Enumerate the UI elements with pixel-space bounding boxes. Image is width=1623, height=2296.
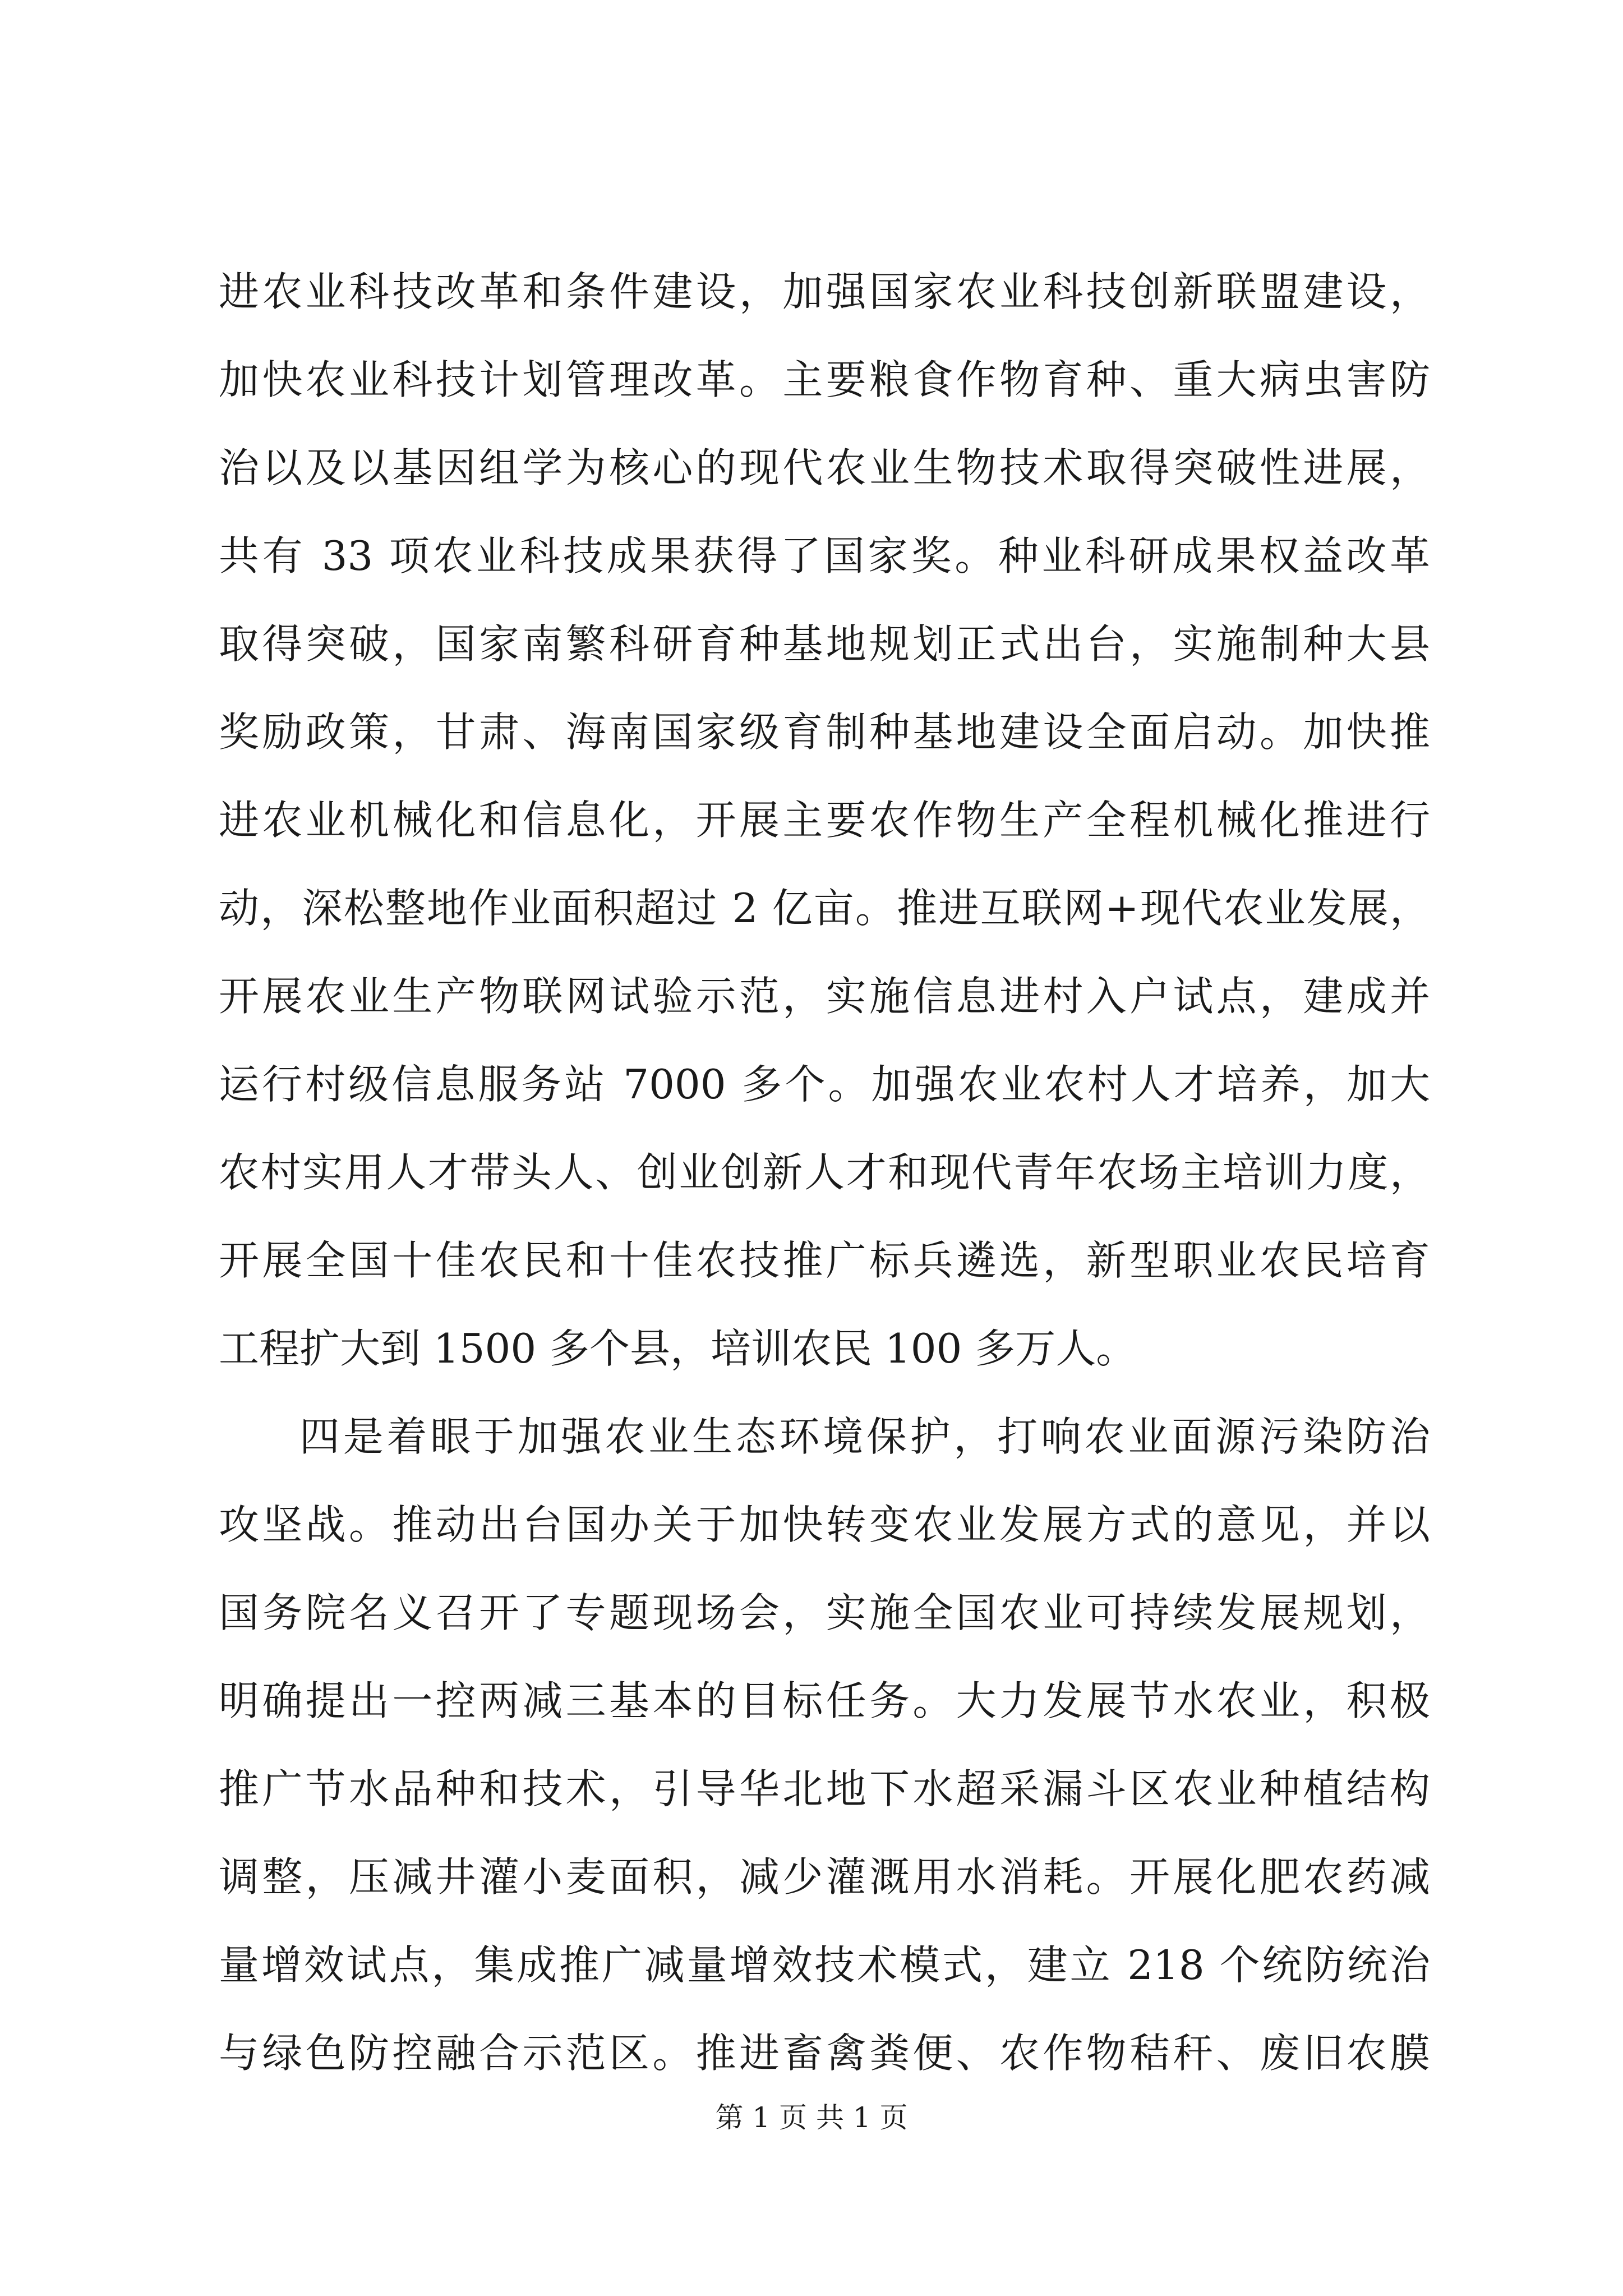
body-line-18: 推广节水品种和技术，引导华北地下水超采漏斗区农业种植结构 — [219, 1765, 1430, 1812]
body-line-10: 运行村级信息服务站 7000 多个。加强农业农村人才培养，加大 — [219, 1061, 1430, 1108]
body-line-17: 明确提出一控两减三基本的目标任务。大力发展节水农业，积极 — [219, 1677, 1430, 1724]
body-line-16: 国务院名义召开了专题现场会，实施全国农业可持续发展规划， — [219, 1589, 1430, 1636]
body-line-8: 动，深松整地作业面积超过 2 亿亩。推进互联网+现代农业发展， — [219, 885, 1430, 932]
body-line-5: 取得突破，国家南繁科研育种基地规划正式出台，实施制种大县 — [219, 620, 1430, 668]
body-line-11: 农村实用人才带头人、创业创新人才和现代青年农场主培训力度， — [219, 1149, 1430, 1196]
body-line-15: 攻坚战。推动出台国办关于加快转变农业发展方式的意见，并以 — [219, 1501, 1430, 1548]
body-line-20: 量增效试点，集成推广减量增效技术模式，建立 218 个统防统治 — [219, 1941, 1430, 1989]
body-line-1: 进农业科技改革和条件建设，加强国家农业科技创新联盟建设， — [219, 268, 1430, 315]
body-line-9: 开展农业生产物联网试验示范，实施信息进村入户试点，建成并 — [219, 973, 1430, 1020]
body-line-2: 加快农业科技计划管理改革。主要粮食作物育种、重大病虫害防 — [219, 356, 1430, 403]
body-line-19: 调整，压减井灌小麦面积，减少灌溉用水消耗。开展化肥农药减 — [219, 1853, 1430, 1901]
body-line-12: 开展全国十佳农民和十佳农技推广标兵遴选，新型职业农民培育 — [219, 1237, 1430, 1284]
body-line-21: 与绿色防控融合示范区。推进畜禽粪便、农作物秸秆、废旧农膜 — [219, 2030, 1430, 2077]
body-line-6: 奖励政策，甘肃、海南国家级育制种基地建设全面启动。加快推 — [219, 708, 1430, 756]
body-line-3: 治以及以基因组学为核心的现代农业生物技术取得突破性进展， — [219, 444, 1430, 491]
body-line-14: 四是着眼于加强农业生态环境保护，打响农业面源污染防治 — [299, 1413, 1430, 1460]
page-footer: 第 1 页 共 1 页 — [715, 2101, 908, 2134]
body-line-4: 共有 33 项农业科技成果获得了国家奖。种业科研成果权益改革 — [219, 532, 1430, 579]
body-line-13: 工程扩大到 1500 多个县，培训农民 100 多万人。 — [219, 1325, 1137, 1372]
body-line-7: 进农业机械化和信息化，开展主要农作物生产全程机械化推进行 — [219, 797, 1430, 844]
